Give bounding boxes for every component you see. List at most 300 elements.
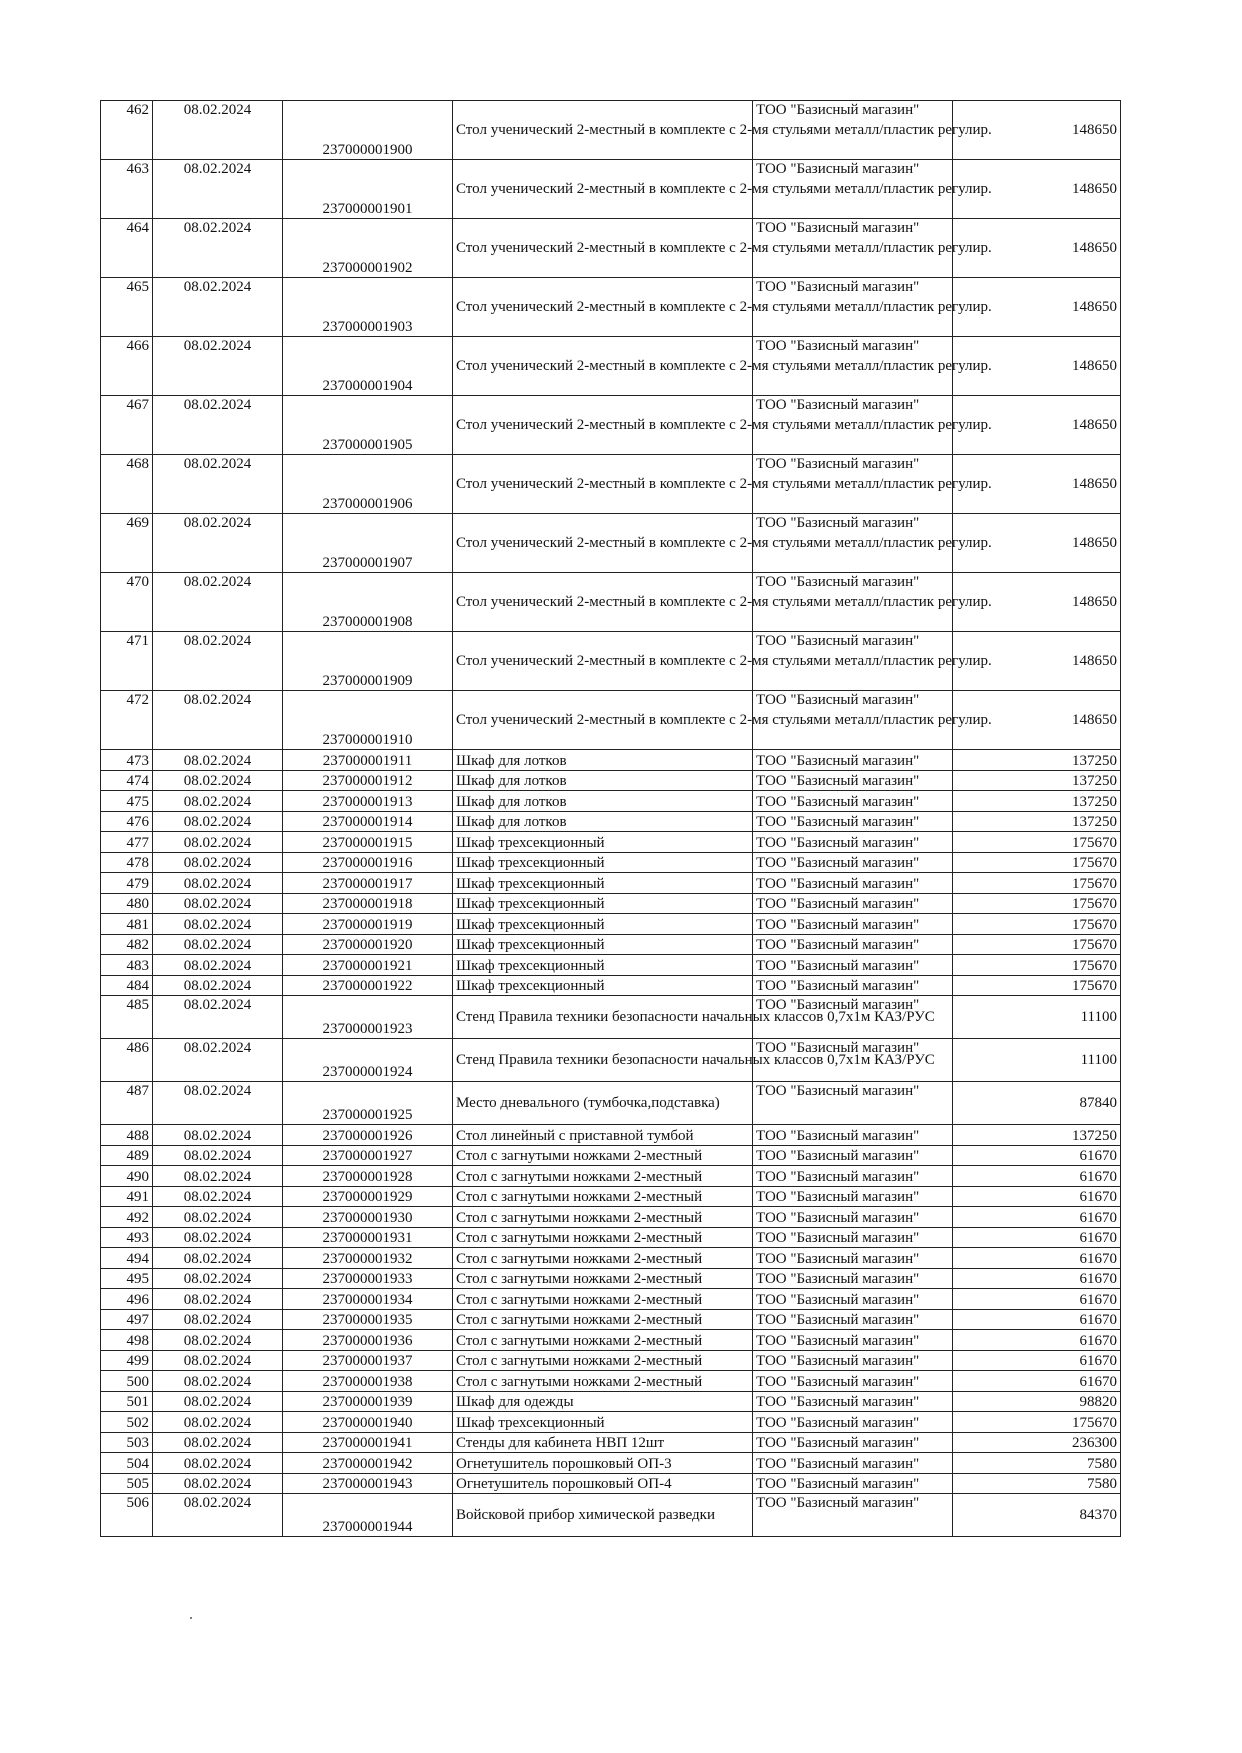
table-row bbox=[101, 160, 1121, 219]
row-inventory-number: 237000001905 bbox=[283, 396, 453, 455]
row-date: 08.02.2024 bbox=[153, 791, 283, 812]
row-amount: 175670 bbox=[953, 1412, 1121, 1433]
table-row bbox=[101, 1473, 1121, 1494]
row-date: 08.02.2024 bbox=[153, 1207, 283, 1228]
row-item-name: Шкаф для одежды bbox=[453, 1391, 753, 1412]
row-amount: 61670 bbox=[953, 1207, 1121, 1228]
row-inventory-number: 237000001910 bbox=[283, 691, 453, 750]
row-number: 483 bbox=[101, 955, 153, 976]
table-row bbox=[101, 455, 1121, 514]
table-row bbox=[101, 1125, 1121, 1146]
row-supplier: ТОО "Базисный магазин" bbox=[753, 1039, 953, 1082]
row-amount: 175670 bbox=[953, 893, 1121, 914]
row-supplier: ТОО "Базисный магазин" bbox=[753, 1145, 953, 1166]
row-amount: 7580 bbox=[953, 1473, 1121, 1494]
row-number: 496 bbox=[101, 1289, 153, 1310]
row-number: 493 bbox=[101, 1227, 153, 1248]
row-item-name: Шкаф трехсекционный bbox=[453, 975, 753, 996]
row-supplier: ТОО "Базисный магазин" bbox=[753, 1289, 953, 1310]
row-number: 491 bbox=[101, 1186, 153, 1207]
row-number: 499 bbox=[101, 1350, 153, 1371]
row-item-name: Стол ученический 2-местный в комплекте с 2-мя стульями металл/пластик регулир. bbox=[453, 514, 753, 573]
row-date: 08.02.2024 bbox=[153, 101, 283, 160]
row-inventory-number: 237000001912 bbox=[283, 770, 453, 791]
row-date: 08.02.2024 bbox=[153, 1473, 283, 1494]
row-supplier: ТОО "Базисный магазин" bbox=[753, 750, 953, 771]
row-inventory-number: 237000001907 bbox=[283, 514, 453, 573]
row-supplier: ТОО "Базисный магазин" bbox=[753, 1166, 953, 1187]
row-inventory-number: 237000001903 bbox=[283, 278, 453, 337]
row-date: 08.02.2024 bbox=[153, 1125, 283, 1146]
table-row bbox=[101, 691, 1121, 750]
row-date: 08.02.2024 bbox=[153, 832, 283, 853]
table-row bbox=[101, 337, 1121, 396]
row-amount: 148650 bbox=[953, 691, 1121, 750]
table-row bbox=[101, 1289, 1121, 1310]
table-row bbox=[101, 1391, 1121, 1412]
row-item-name: Стол с загнутыми ножками 2-местный bbox=[453, 1166, 753, 1187]
row-amount: 137250 bbox=[953, 770, 1121, 791]
row-inventory-number: 237000001930 bbox=[283, 1207, 453, 1228]
row-supplier: ТОО "Базисный магазин" bbox=[753, 1268, 953, 1289]
table-row bbox=[101, 219, 1121, 278]
row-date: 08.02.2024 bbox=[153, 1309, 283, 1330]
table-row bbox=[101, 1207, 1121, 1228]
row-number: 490 bbox=[101, 1166, 153, 1187]
row-inventory-number: 237000001920 bbox=[283, 934, 453, 955]
row-inventory-number: 237000001932 bbox=[283, 1248, 453, 1269]
row-date: 08.02.2024 bbox=[153, 1268, 283, 1289]
row-item-name: Стол с загнутыми ножками 2-местный bbox=[453, 1309, 753, 1330]
table-row bbox=[101, 791, 1121, 812]
row-amount: 148650 bbox=[953, 573, 1121, 632]
row-item-name: Стенды для кабинета НВП 12шт bbox=[453, 1432, 753, 1453]
row-date: 08.02.2024 bbox=[153, 1145, 283, 1166]
row-number: 503 bbox=[101, 1432, 153, 1453]
row-amount: 61670 bbox=[953, 1289, 1121, 1310]
row-supplier: ТОО "Базисный магазин" bbox=[753, 1432, 953, 1453]
row-inventory-number: 237000001926 bbox=[283, 1125, 453, 1146]
row-inventory-number: 237000001916 bbox=[283, 852, 453, 873]
row-number: 487 bbox=[101, 1082, 153, 1125]
row-number: 481 bbox=[101, 914, 153, 935]
table-row bbox=[101, 832, 1121, 853]
row-supplier: ТОО "Базисный магазин" bbox=[753, 873, 953, 894]
row-amount: 61670 bbox=[953, 1227, 1121, 1248]
row-number: 471 bbox=[101, 632, 153, 691]
row-item-name: Стол с загнутыми ножками 2-местный bbox=[453, 1227, 753, 1248]
row-inventory-number: 237000001918 bbox=[283, 893, 453, 914]
table-row bbox=[101, 914, 1121, 935]
row-item-name: Шкаф для лотков bbox=[453, 750, 753, 771]
row-inventory-number: 237000001914 bbox=[283, 811, 453, 832]
row-supplier: ТОО "Базисный магазин" bbox=[753, 852, 953, 873]
row-amount: 175670 bbox=[953, 955, 1121, 976]
row-date: 08.02.2024 bbox=[153, 770, 283, 791]
row-inventory-number: 237000001933 bbox=[283, 1268, 453, 1289]
row-item-name: Стол ученический 2-местный в комплекте с 2-мя стульями металл/пластик регулир. bbox=[453, 573, 753, 632]
row-date: 08.02.2024 bbox=[153, 1453, 283, 1474]
row-date: 08.02.2024 bbox=[153, 1391, 283, 1412]
row-item-name: Шкаф трехсекционный bbox=[453, 893, 753, 914]
row-amount: 61670 bbox=[953, 1268, 1121, 1289]
row-date: 08.02.2024 bbox=[153, 1227, 283, 1248]
row-inventory-number: 237000001942 bbox=[283, 1453, 453, 1474]
row-amount: 87840 bbox=[953, 1082, 1121, 1125]
row-date: 08.02.2024 bbox=[153, 1289, 283, 1310]
row-date: 08.02.2024 bbox=[153, 975, 283, 996]
row-number: 478 bbox=[101, 852, 153, 873]
row-date: 08.02.2024 bbox=[153, 934, 283, 955]
row-item-name: Шкаф трехсекционный bbox=[453, 1412, 753, 1433]
row-item-name: Стенд Правила техники безопасности начальных классов 0,7х1м КАЗ/РУС bbox=[453, 1039, 753, 1082]
row-number: 479 bbox=[101, 873, 153, 894]
row-inventory-number: 237000001909 bbox=[283, 632, 453, 691]
table-row bbox=[101, 396, 1121, 455]
row-supplier: ТОО "Базисный магазин" bbox=[753, 832, 953, 853]
row-date: 08.02.2024 bbox=[153, 852, 283, 873]
row-amount: 175670 bbox=[953, 832, 1121, 853]
row-number: 475 bbox=[101, 791, 153, 812]
row-number: 504 bbox=[101, 1453, 153, 1474]
inventory-table bbox=[100, 100, 1121, 1537]
table-row bbox=[101, 811, 1121, 832]
row-number: 485 bbox=[101, 996, 153, 1039]
row-inventory-number: 237000001925 bbox=[283, 1082, 453, 1125]
row-number: 488 bbox=[101, 1125, 153, 1146]
row-item-name: Шкаф для лотков bbox=[453, 770, 753, 791]
row-supplier: ТОО "Базисный магазин" bbox=[753, 1207, 953, 1228]
row-amount: 148650 bbox=[953, 101, 1121, 160]
table-row bbox=[101, 1039, 1121, 1082]
row-item-name: Стол с загнутыми ножками 2-местный bbox=[453, 1371, 753, 1392]
row-number: 462 bbox=[101, 101, 153, 160]
row-number: 497 bbox=[101, 1309, 153, 1330]
row-inventory-number: 237000001915 bbox=[283, 832, 453, 853]
row-supplier: ТОО "Базисный магазин" bbox=[753, 1082, 953, 1125]
row-item-name: Стол линейный с приставной тумбой bbox=[453, 1125, 753, 1146]
inventory-rows bbox=[101, 101, 1121, 1537]
row-inventory-number: 237000001943 bbox=[283, 1473, 453, 1494]
row-inventory-number: 237000001923 bbox=[283, 996, 453, 1039]
row-date: 08.02.2024 bbox=[153, 455, 283, 514]
row-inventory-number: 237000001908 bbox=[283, 573, 453, 632]
row-item-name: Стол ученический 2-местный в комплекте с 2-мя стульями металл/пластик регулир. bbox=[453, 219, 753, 278]
row-supplier: ТОО "Базисный магазин" bbox=[753, 632, 953, 691]
row-number: 498 bbox=[101, 1330, 153, 1351]
row-inventory-number: 237000001936 bbox=[283, 1330, 453, 1351]
row-supplier: ТОО "Базисный магазин" bbox=[753, 160, 953, 219]
row-number: 492 bbox=[101, 1207, 153, 1228]
row-item-name: Шкаф трехсекционный bbox=[453, 832, 753, 853]
row-amount: 148650 bbox=[953, 160, 1121, 219]
row-supplier: ТОО "Базисный магазин" bbox=[753, 1125, 953, 1146]
row-number: 494 bbox=[101, 1248, 153, 1269]
row-inventory-number: 237000001929 bbox=[283, 1186, 453, 1207]
table-row bbox=[101, 1166, 1121, 1187]
row-inventory-number: 237000001941 bbox=[283, 1432, 453, 1453]
row-item-name: Место дневального (тумбочка,подставка) bbox=[453, 1082, 753, 1125]
table-row bbox=[101, 750, 1121, 771]
row-number: 467 bbox=[101, 396, 153, 455]
row-amount: 148650 bbox=[953, 514, 1121, 573]
row-amount: 61670 bbox=[953, 1186, 1121, 1207]
table-row bbox=[101, 1309, 1121, 1330]
table-row bbox=[101, 975, 1121, 996]
table-row bbox=[101, 873, 1121, 894]
row-item-name: Стол ученический 2-местный в комплекте с 2-мя стульями металл/пластик регулир. bbox=[453, 632, 753, 691]
row-item-name: Стол ученический 2-местный в комплекте с 2-мя стульями металл/пластик регулир. bbox=[453, 337, 753, 396]
row-amount: 175670 bbox=[953, 873, 1121, 894]
table-row bbox=[101, 1350, 1121, 1371]
row-amount: 148650 bbox=[953, 219, 1121, 278]
row-number: 470 bbox=[101, 573, 153, 632]
row-amount: 61670 bbox=[953, 1145, 1121, 1166]
row-item-name: Стол с загнутыми ножками 2-местный bbox=[453, 1145, 753, 1166]
row-inventory-number: 237000001927 bbox=[283, 1145, 453, 1166]
row-supplier: ТОО "Базисный магазин" bbox=[753, 1330, 953, 1351]
row-number: 506 bbox=[101, 1494, 153, 1537]
row-date: 08.02.2024 bbox=[153, 396, 283, 455]
row-inventory-number: 237000001937 bbox=[283, 1350, 453, 1371]
row-amount: 137250 bbox=[953, 791, 1121, 812]
row-supplier: ТОО "Базисный магазин" bbox=[753, 573, 953, 632]
row-amount: 61670 bbox=[953, 1248, 1121, 1269]
row-date: 08.02.2024 bbox=[153, 1494, 283, 1537]
row-item-name: Стол ученический 2-местный в комплекте с 2-мя стульями металл/пластик регулир. bbox=[453, 101, 753, 160]
row-inventory-number: 237000001938 bbox=[283, 1371, 453, 1392]
table-row bbox=[101, 278, 1121, 337]
row-supplier: ТОО "Базисный магазин" bbox=[753, 1453, 953, 1474]
row-date: 08.02.2024 bbox=[153, 955, 283, 976]
table-row bbox=[101, 1268, 1121, 1289]
row-date: 08.02.2024 bbox=[153, 1248, 283, 1269]
row-supplier: ТОО "Базисный магазин" bbox=[753, 101, 953, 160]
scan-speck bbox=[190, 1617, 192, 1619]
row-inventory-number: 237000001919 bbox=[283, 914, 453, 935]
row-supplier: ТОО "Базисный магазин" bbox=[753, 914, 953, 935]
row-supplier: ТОО "Базисный магазин" bbox=[753, 770, 953, 791]
row-inventory-number: 237000001931 bbox=[283, 1227, 453, 1248]
table-row bbox=[101, 632, 1121, 691]
row-item-name: Стол с загнутыми ножками 2-местный bbox=[453, 1350, 753, 1371]
row-date: 08.02.2024 bbox=[153, 811, 283, 832]
row-item-name: Шкаф для лотков bbox=[453, 791, 753, 812]
table-row bbox=[101, 1412, 1121, 1433]
row-amount: 148650 bbox=[953, 337, 1121, 396]
row-date: 08.02.2024 bbox=[153, 1412, 283, 1433]
table-row bbox=[101, 1248, 1121, 1269]
table-row bbox=[101, 893, 1121, 914]
row-supplier: ТОО "Базисный магазин" bbox=[753, 1412, 953, 1433]
row-number: 474 bbox=[101, 770, 153, 791]
table-row bbox=[101, 1227, 1121, 1248]
row-amount: 175670 bbox=[953, 914, 1121, 935]
row-supplier: ТОО "Базисный магазин" bbox=[753, 934, 953, 955]
row-supplier: ТОО "Базисный магазин" bbox=[753, 396, 953, 455]
row-number: 466 bbox=[101, 337, 153, 396]
row-amount: 137250 bbox=[953, 1125, 1121, 1146]
row-amount: 137250 bbox=[953, 811, 1121, 832]
row-supplier: ТОО "Базисный магазин" bbox=[753, 1473, 953, 1494]
row-number: 505 bbox=[101, 1473, 153, 1494]
table-row bbox=[101, 1453, 1121, 1474]
row-amount: 11100 bbox=[953, 1039, 1121, 1082]
row-date: 08.02.2024 bbox=[153, 1350, 283, 1371]
row-supplier: ТОО "Базисный магазин" bbox=[753, 1227, 953, 1248]
row-item-name: Стол с загнутыми ножками 2-местный bbox=[453, 1248, 753, 1269]
row-inventory-number: 237000001900 bbox=[283, 101, 453, 160]
row-item-name: Стол ученический 2-местный в комплекте с 2-мя стульями металл/пластик регулир. bbox=[453, 691, 753, 750]
row-number: 480 bbox=[101, 893, 153, 914]
table-row bbox=[101, 852, 1121, 873]
table-row bbox=[101, 1371, 1121, 1392]
row-supplier: ТОО "Базисный магазин" bbox=[753, 975, 953, 996]
row-item-name: Шкаф трехсекционный bbox=[453, 873, 753, 894]
row-inventory-number: 237000001928 bbox=[283, 1166, 453, 1187]
row-number: 468 bbox=[101, 455, 153, 514]
row-supplier: ТОО "Базисный магазин" bbox=[753, 811, 953, 832]
row-item-name: Стол ученический 2-местный в комплекте с 2-мя стульями металл/пластик регулир. bbox=[453, 160, 753, 219]
table-row bbox=[101, 1494, 1121, 1537]
table-row bbox=[101, 1432, 1121, 1453]
row-supplier: ТОО "Базисный магазин" bbox=[753, 514, 953, 573]
table-row bbox=[101, 514, 1121, 573]
row-supplier: ТОО "Базисный магазин" bbox=[753, 1494, 953, 1537]
table-row bbox=[101, 955, 1121, 976]
row-inventory-number: 237000001904 bbox=[283, 337, 453, 396]
table-row bbox=[101, 573, 1121, 632]
row-inventory-number: 237000001934 bbox=[283, 1289, 453, 1310]
row-amount: 84370 bbox=[953, 1494, 1121, 1537]
row-date: 08.02.2024 bbox=[153, 1371, 283, 1392]
row-amount: 148650 bbox=[953, 632, 1121, 691]
row-number: 484 bbox=[101, 975, 153, 996]
row-number: 495 bbox=[101, 1268, 153, 1289]
row-supplier: ТОО "Базисный магазин" bbox=[753, 278, 953, 337]
row-number: 476 bbox=[101, 811, 153, 832]
row-item-name: Шкаф трехсекционный bbox=[453, 955, 753, 976]
row-amount: 175670 bbox=[953, 934, 1121, 955]
row-number: 500 bbox=[101, 1371, 153, 1392]
row-date: 08.02.2024 bbox=[153, 278, 283, 337]
row-date: 08.02.2024 bbox=[153, 219, 283, 278]
row-amount: 98820 bbox=[953, 1391, 1121, 1412]
row-item-name: Стол с загнутыми ножками 2-местный bbox=[453, 1186, 753, 1207]
row-inventory-number: 237000001921 bbox=[283, 955, 453, 976]
table-row bbox=[101, 1082, 1121, 1125]
row-number: 489 bbox=[101, 1145, 153, 1166]
row-amount: 61670 bbox=[953, 1330, 1121, 1351]
row-item-name: Стенд Правила техники безопасности начальных классов 0,7х1м КАЗ/РУС bbox=[453, 996, 753, 1039]
row-number: 477 bbox=[101, 832, 153, 853]
row-inventory-number: 237000001913 bbox=[283, 791, 453, 812]
row-date: 08.02.2024 bbox=[153, 1039, 283, 1082]
row-item-name: Шкаф трехсекционный bbox=[453, 852, 753, 873]
row-inventory-number: 237000001924 bbox=[283, 1039, 453, 1082]
row-amount: 61670 bbox=[953, 1371, 1121, 1392]
row-date: 08.02.2024 bbox=[153, 1166, 283, 1187]
table-row bbox=[101, 1145, 1121, 1166]
table-row bbox=[101, 996, 1121, 1039]
row-supplier: ТОО "Базисный магазин" bbox=[753, 1391, 953, 1412]
row-date: 08.02.2024 bbox=[153, 337, 283, 396]
row-number: 463 bbox=[101, 160, 153, 219]
row-date: 08.02.2024 bbox=[153, 160, 283, 219]
table-row bbox=[101, 1186, 1121, 1207]
row-date: 08.02.2024 bbox=[153, 1432, 283, 1453]
row-amount: 61670 bbox=[953, 1309, 1121, 1330]
row-inventory-number: 237000001922 bbox=[283, 975, 453, 996]
row-amount: 137250 bbox=[953, 750, 1121, 771]
row-item-name: Стол с загнутыми ножками 2-местный bbox=[453, 1330, 753, 1351]
row-number: 465 bbox=[101, 278, 153, 337]
row-item-name: Войсковой прибор химической разведки bbox=[453, 1494, 753, 1537]
row-amount: 148650 bbox=[953, 278, 1121, 337]
row-date: 08.02.2024 bbox=[153, 873, 283, 894]
row-date: 08.02.2024 bbox=[153, 1186, 283, 1207]
row-supplier: ТОО "Базисный магазин" bbox=[753, 791, 953, 812]
row-supplier: ТОО "Базисный магазин" bbox=[753, 455, 953, 514]
row-date: 08.02.2024 bbox=[153, 893, 283, 914]
row-inventory-number: 237000001917 bbox=[283, 873, 453, 894]
row-date: 08.02.2024 bbox=[153, 573, 283, 632]
row-supplier: ТОО "Базисный магазин" bbox=[753, 1350, 953, 1371]
table-row bbox=[101, 770, 1121, 791]
row-date: 08.02.2024 bbox=[153, 996, 283, 1039]
row-amount: 236300 bbox=[953, 1432, 1121, 1453]
row-date: 08.02.2024 bbox=[153, 1330, 283, 1351]
row-number: 486 bbox=[101, 1039, 153, 1082]
row-item-name: Шкаф для лотков bbox=[453, 811, 753, 832]
row-date: 08.02.2024 bbox=[153, 632, 283, 691]
row-item-name: Шкаф трехсекционный bbox=[453, 914, 753, 935]
row-amount: 148650 bbox=[953, 455, 1121, 514]
row-inventory-number: 237000001944 bbox=[283, 1494, 453, 1537]
row-supplier: ТОО "Базисный магазин" bbox=[753, 219, 953, 278]
row-date: 08.02.2024 bbox=[153, 691, 283, 750]
row-number: 472 bbox=[101, 691, 153, 750]
row-item-name: Стол с загнутыми ножками 2-местный bbox=[453, 1289, 753, 1310]
row-inventory-number: 237000001902 bbox=[283, 219, 453, 278]
row-supplier: ТОО "Базисный магазин" bbox=[753, 955, 953, 976]
row-date: 08.02.2024 bbox=[153, 914, 283, 935]
row-amount: 148650 bbox=[953, 396, 1121, 455]
row-amount: 175670 bbox=[953, 852, 1121, 873]
row-supplier: ТОО "Базисный магазин" bbox=[753, 1248, 953, 1269]
row-item-name: Стол с загнутыми ножками 2-местный bbox=[453, 1268, 753, 1289]
row-inventory-number: 237000001906 bbox=[283, 455, 453, 514]
row-amount: 61670 bbox=[953, 1350, 1121, 1371]
row-amount: 11100 bbox=[953, 996, 1121, 1039]
row-inventory-number: 237000001911 bbox=[283, 750, 453, 771]
row-date: 08.02.2024 bbox=[153, 514, 283, 573]
row-item-name: Стол ученический 2-местный в комплекте с 2-мя стульями металл/пластик регулир. bbox=[453, 396, 753, 455]
row-supplier: ТОО "Базисный магазин" bbox=[753, 337, 953, 396]
row-supplier: ТОО "Базисный магазин" bbox=[753, 893, 953, 914]
row-number: 464 bbox=[101, 219, 153, 278]
table-row bbox=[101, 934, 1121, 955]
row-supplier: ТОО "Базисный магазин" bbox=[753, 1309, 953, 1330]
row-item-name: Стол ученический 2-местный в комплекте с 2-мя стульями металл/пластик регулир. bbox=[453, 278, 753, 337]
table-row bbox=[101, 101, 1121, 160]
row-date: 08.02.2024 bbox=[153, 750, 283, 771]
row-number: 482 bbox=[101, 934, 153, 955]
row-inventory-number: 237000001939 bbox=[283, 1391, 453, 1412]
row-number: 469 bbox=[101, 514, 153, 573]
row-inventory-number: 237000001901 bbox=[283, 160, 453, 219]
row-amount: 175670 bbox=[953, 975, 1121, 996]
